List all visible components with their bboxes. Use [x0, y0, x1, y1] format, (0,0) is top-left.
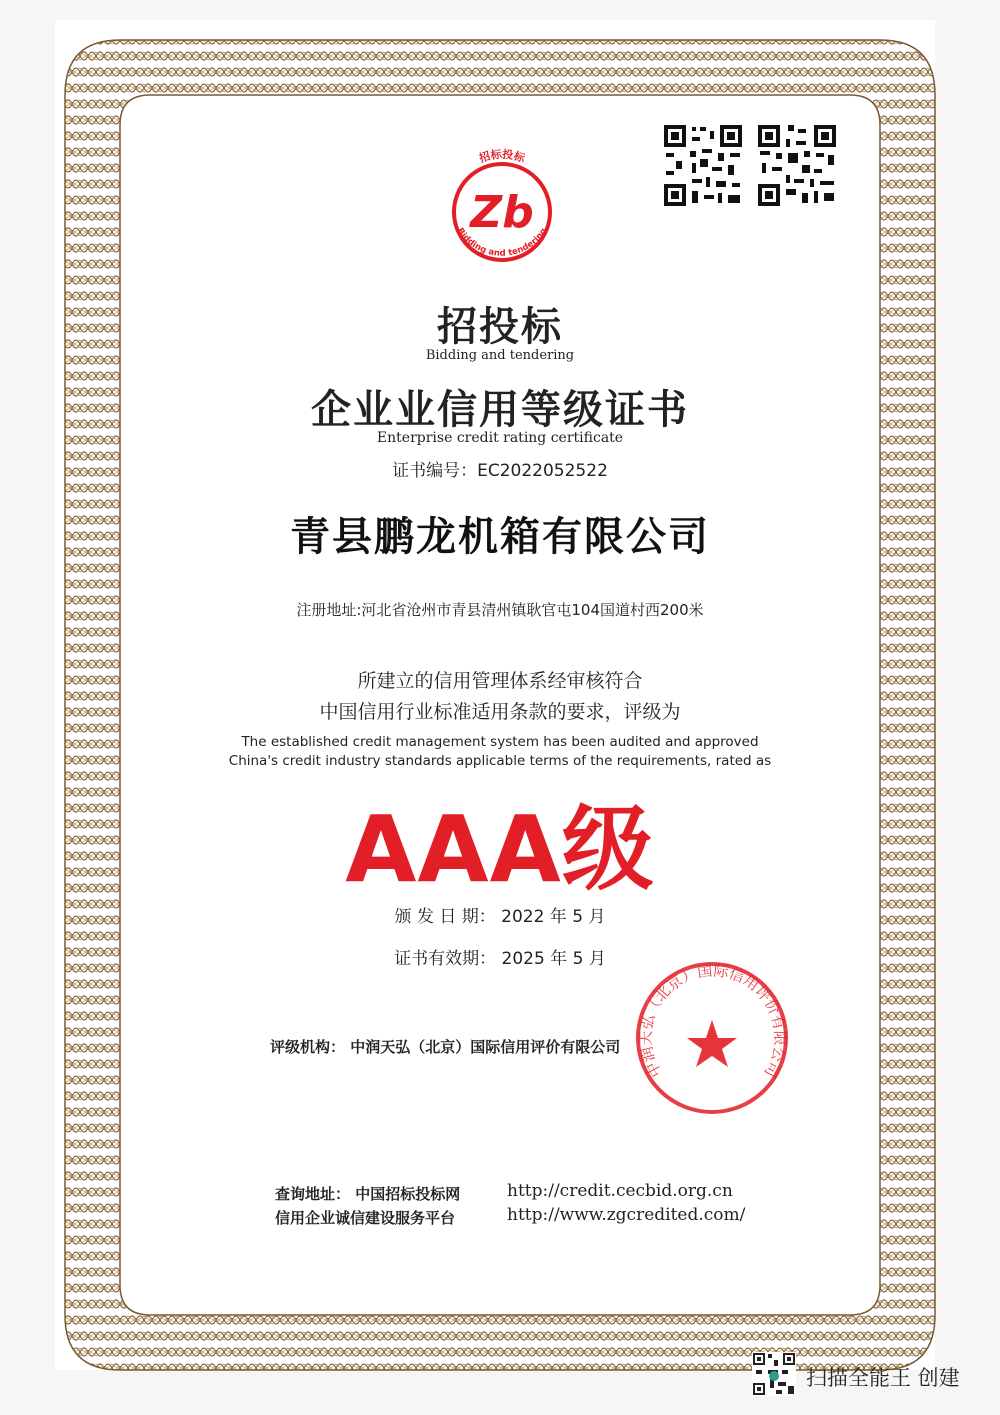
- statement-en-line2: China's credit industry standards applicable terms of the requirements, rated as: [228, 753, 772, 769]
- svg-text:Bidding and tendering: Bidding and tendering: [454, 226, 550, 259]
- svg-text:中润天弘（北京）国际信用评价有限公司: 中润天弘（北京）国际信用评价有限公司: [636, 961, 790, 1081]
- rating-grade: AAA级: [345, 796, 655, 903]
- issue-date: 颁 发 日 期： 2022 年 5 月: [394, 907, 606, 927]
- query-url-2[interactable]: http://www.zgcredited.com/: [507, 1205, 746, 1225]
- scanner-watermark: 扫描全能王 创建: [806, 1366, 960, 1390]
- agency-seal: [632, 958, 792, 1118]
- certificate-number: 证书编号：EC2022052522: [392, 461, 608, 481]
- zb-logo: [432, 140, 572, 270]
- query-url-1[interactable]: http://credit.cecbid.org.cn: [507, 1181, 733, 1201]
- qr-code-right[interactable]: [756, 123, 838, 208]
- scanner-qr-icon: [752, 1352, 796, 1396]
- svg-text:Zb: Zb: [470, 187, 534, 238]
- svg-text:招标投标: 招标投标: [477, 147, 527, 166]
- subtitle-cn: 企业业信用等级证书: [311, 386, 689, 433]
- qr-code-left[interactable]: [662, 123, 744, 208]
- valid-until: 证书有效期： 2025 年 5 月: [394, 949, 606, 969]
- subtitle-en: Enterprise credit rating certificate: [376, 430, 624, 446]
- query-label-2: 信用企业诚信建设服务平台: [275, 1209, 456, 1227]
- company-address: 注册地址:河北省沧州市青县清州镇耿官屯104国道村西200米: [296, 601, 704, 619]
- title-en: Bidding and tendering: [425, 348, 575, 363]
- statement-cn-line2: 中国信用行业标准适用条款的要求，评级为: [319, 701, 681, 723]
- rating-agency: 评级机构： 中润天弘（北京）国际信用评价有限公司: [270, 1038, 621, 1056]
- seal-star-icon: [687, 1020, 737, 1067]
- query-label-1: 查询地址： 中国招标投标网: [275, 1185, 461, 1203]
- title-cn: 招投标: [437, 303, 563, 350]
- statement-en-line1: The established credit management system has been audited and approved: [241, 734, 759, 750]
- statement-cn-line1: 所建立的信用管理体系经审核符合: [357, 670, 643, 692]
- company-name: 青县鹏龙机箱有限公司: [290, 514, 710, 560]
